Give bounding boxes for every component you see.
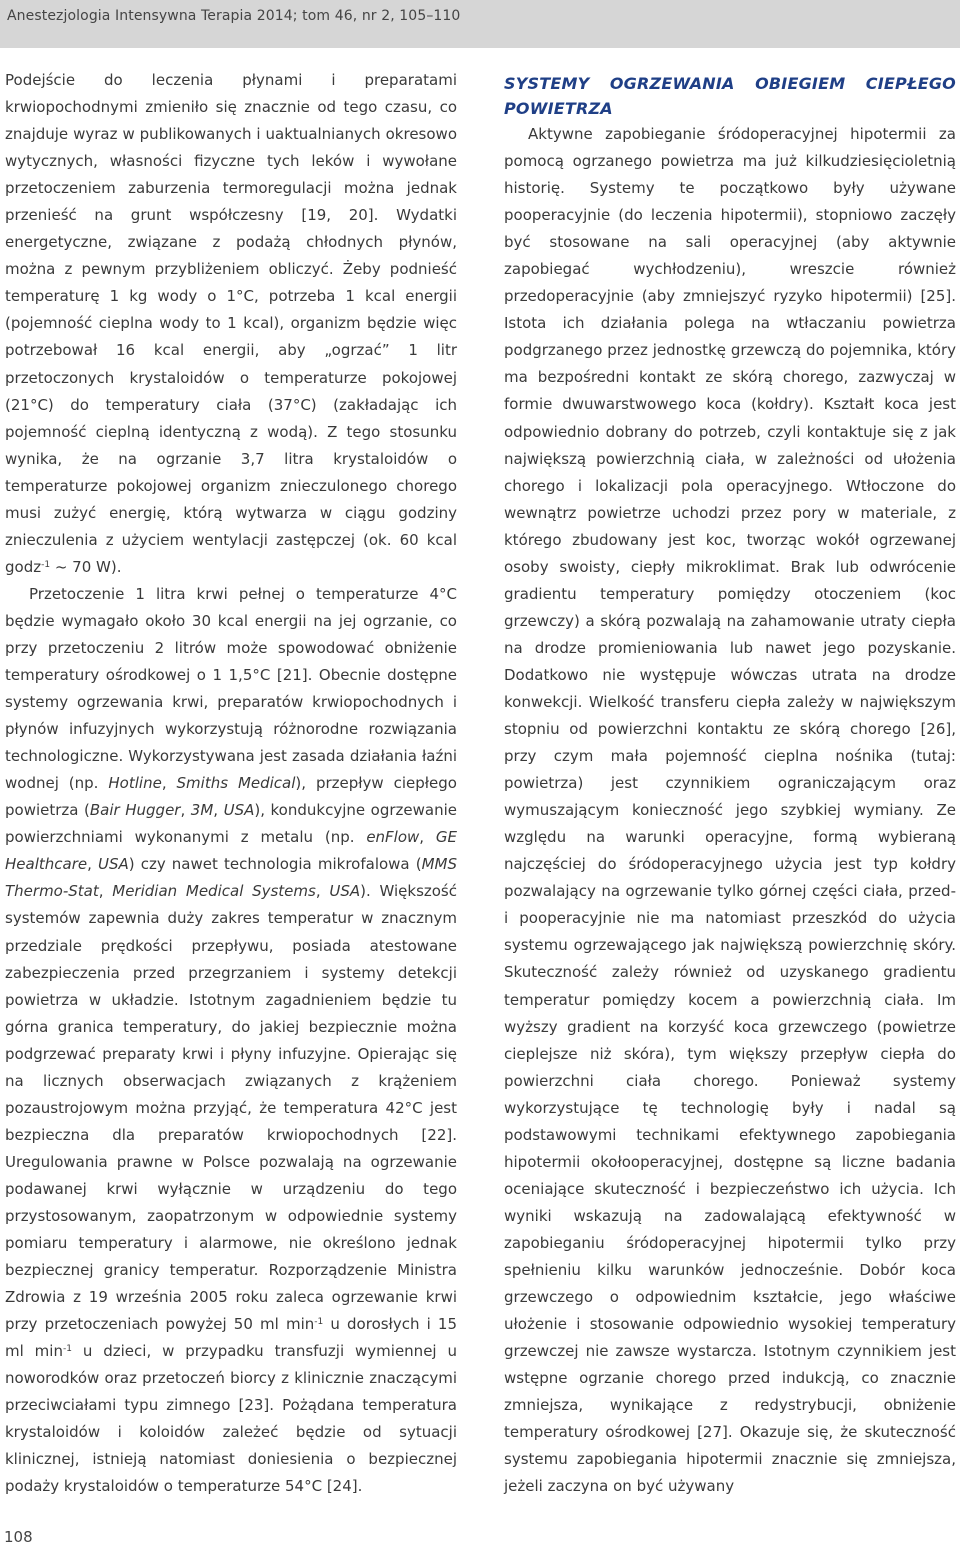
paragraph-text: ) czy nawet technologia mikrofalowa ( [128,855,422,874]
italic-text: Bair Hugger [89,801,181,820]
italic-text: MMS Thermo-Stat [5,855,457,901]
italic-text: Meridian Medical Systems [112,882,316,901]
section-heading: SYSTEMY OGRZEWANIA OBIEGIEM CIEPŁEGO POWIETRZA [504,74,956,118]
paragraph-text: , [213,801,224,820]
paragraph-text: , [315,882,330,901]
paragraph-text: ), kondukcyjne ogrzewanie powierzchniami wykonanymi z metalu (np. [5,801,457,847]
paragraph-text: u dzieci, w przypadku transfuzji wymiennej u noworodków oraz przetoczeń biorcy z klinicznie znaczącymi przeciwciałami typu zimnego [23]. Pożądana temperatura krystaloidów i koloidów zależeć będzie od sytuacji klinicznej, istnieją natomiast doniesienia o bezpiecznej podaży krystaloidów o temperaturze 54°C [24]. [5,1342,457,1496]
italic-text: USA [329,882,361,901]
paragraph-text: Przetoczenie 1 litra krwi pełnej o temperaturze 4°C będzie wymagało około 30 kcal energii na jej ogrzanie, co przy przetoczeniu 2 litrów może spowodować obniżenie temperatury ośrodkowej o 1 1,5°C [21]. Obecnie dostępne systemy ogrzewania krwi, preparatów krwiopochodnych i płynów infuzyjnych wykorzystują różnorodne rozwiązania technologiczne. Wykorzystywana jest zasada działania łaźni wodnej (np. [5,584,457,793]
superscript: -1 [41,559,51,570]
paragraph-text: ~ 70 W). [50,557,122,576]
paragraph-text: , [180,801,191,820]
right-column [504,71,956,1500]
journal-citation: Anestezjologia Intensywna Terapia 2014; tom 46, nr 2, 105–110 [7,8,461,24]
body-paragraph [5,67,457,581]
superscript: -1 [314,1317,324,1328]
paragraph-text: ), przepływ ciepłego powietrza ( [5,774,457,820]
left-column [5,67,457,1500]
paragraph-text: , [98,882,113,901]
paragraph-text: u dorosłych i 15 ml min [5,1315,457,1361]
italic-text: GE Healthcare [5,828,457,874]
body-paragraph: Aktywne zapobieganie śródoperacyjnej hipotermii za pomocą ogrzanego powietrza ma już kilkudziesięcioletnią historię. Systemy te początkowo były używane pooperacyjnie (do leczenia hipotermii), stopniowo zaczęły być stosowane na sali operacyjnej (aby aktywnie zapobiegać wychłodzeniu), wreszcie również przedoperacyjnie (aby zmniejszyć ryzyko hipotermii) [25]. Istota ich działania polega na wtłaczaniu powietrza podgrzanego przez jednostkę grzewczą do pojemnika, który ma bezpośredni kontakt ze skórą chorego, zazwyczaj w formie dwuwarstwowego koca (kołdry). Kształt koca jest odpowiednio dobrany do potrzeb, czyli kontaktuje się z jak największą powierzchnią ciała, w zależności od ułożenia chorego i lokalizacji pola operacyjnego. Wtłoczone do wewnątrz powietrze uchodzi przez pory w materiale, z którego zbudowany jest koc, tworząc wokół ogrzewanej osoby swoisty, ciepły mikroklimat. Brak lub odwrócenie gradientu temperatury pomiędzy otoczeniem (koc grzewczy) a skórą pozwalają na zahamowanie utraty ciepła na drodze promieniowania lub nawet jego pozyskanie. Dodatkowo nie występuje wówczas utrata na drodze konwekcji. Wielkość transferu ciepła zależy w największym stopniu od powierzchni kontaktu ze skórą chorego [26], przy czym mała pojemność cieplna nośnika (tutaj: powietrza) jest czynnikiem ograniczającym oraz wymuszającym konieczność jego szybkiej wymiany. Ze względu na warunki operacyjne, formą wybieraną najczęściej do śródoperacyjnego użycia jest typ kołdry pozwalający na ogrzewanie tylko górnej części ciała, przed- i pooperacyjnie nie ma natomiast przeszkód do użycia systemu ogrzewającego jak największą powierzchnię skóry. Skuteczność zależy również od uzyskanego gradientu temperatur pomiędzy kocem a powierzchnią ciała. Im wyższy gradient na korzyść koca grzewczego (powietrze cieplejsze niż skóra), tym większy przepływ ciepła do powierzchni ciała chorego. Ponieważ systemy wykorzystujące tę technologię były i nadal są podstawowymi technikami efektywnego zapobiegania hipotermii okołooperacyjnej, dostępne są liczne badania oceniające skuteczność i bezpieczeństwo ich użycia. Ich wyniki wskazują na zadowalającą efektywność w zapobieganiu śródoperacyjnej hipotermii tylko przy spełnieniu kilku warunków jednocześnie. Dobór koca grzewczego o odpowiednim kształcie, jego właściwe ułożenie i stosowanie odpowiednio wysokiej temperatury grzewczej nie zawsze wystarcza. Istotnym czynnikiem jest wstępne ogrzanie chorego przed indukcją, co znacznie zmniejsza, wynikające z redystrybucji, obniżenie temperatury ośrodkowej [27]. Okazuje się, że skuteczność systemu zapobiegania hipotermii znacznie się zmniejsza, jeżeli zaczyna on być używany [504,125,956,1496]
italic-text: Hotline [108,774,162,793]
running-header [0,0,960,48]
paragraph-text: ). Większość systemów zapewnia duży zakres temperatur w znacznym przedziale prędkości przepływu, posiada atestowane zabezpieczenia przed przegrzaniem i systemy detekcji powietrza w układzie. Istotnym zagadnieniem będzie tu górna granica temperatury, do jakiej bezpiecznie można podgrzewać preparaty krwi i płyny infuzyjne. Opierając się na licznych obserwacjach związanych z krążeniem pozaustrojowym można przyjąć, że temperatura 42°C jest bezpieczna dla preparatów krwiopochodnych [22]. Uregulowania prawne w Polsce pozwalają na ogrzewanie podawanej krwi wyłącznie w urządzeniu do tego przystosowanym, zaopatrzonym w odpowiednie systemy pomiaru temperatury i alarmowe, nie określono jednak bezpiecznej granicy temperatur. Rozporządzenie Ministra Zdrowia z 19 września 2005 roku zaleca ogrzewanie krwi przy przetoczeniach powyżej 50 ml min [5,882,457,1334]
italic-text: 3M [190,801,214,820]
body-paragraph [5,581,457,1501]
paragraph-text: Podejście do leczenia płynami i preparatami krwiopochodnymi zmieniło się znacznie od tego czasu, co znajduje wyraz w publikowanych i uaktualnianych okresowo wytycznych, własności fizyczne tych leków i wywołane przetoczeniem zaburzenia termoregulacji można jednak przenieść na grunt współczesny [19, 20]. Wydatki energetyczne, związane z podażą chłodnych płynów, można z pewnym przybliżeniem obliczyć. Żeby podnieść temperaturę 1 kg wody o 1°C, potrzeba 1 kcal energii (pojemność cieplna wody to 1 kcal), organizm będzie więc potrzebował 16 kcal energii, aby „ogrzać” 1 litr przetoczonych krystaloidów o temperaturze pokojowej (21°C) do temperatury ciała (37°C) (zakładając ich pojemność cieplną identyczną z wodą). Z tego stosunku wynika, że na ogrzanie 3,7 litra krystaloidów o temperaturze pokojowej organizm znieczulonego chorego musi zużyć energię, którą wytwarza w ciągu godziny znieczulenia z użyciem wentylacji zastępczej (ok. 60 kcal godz [5,71,457,576]
paragraph-text: , [161,774,177,793]
paragraph-text: , [419,828,436,847]
italic-text: Smiths Medical [176,774,296,793]
italic-text: USA [97,855,129,874]
superscript: -1 [62,1344,72,1355]
paragraph-text: , [87,855,98,874]
italic-text: enFlow [366,828,420,847]
page-number: 108 [4,1528,33,1546]
italic-text: USA [223,801,255,820]
